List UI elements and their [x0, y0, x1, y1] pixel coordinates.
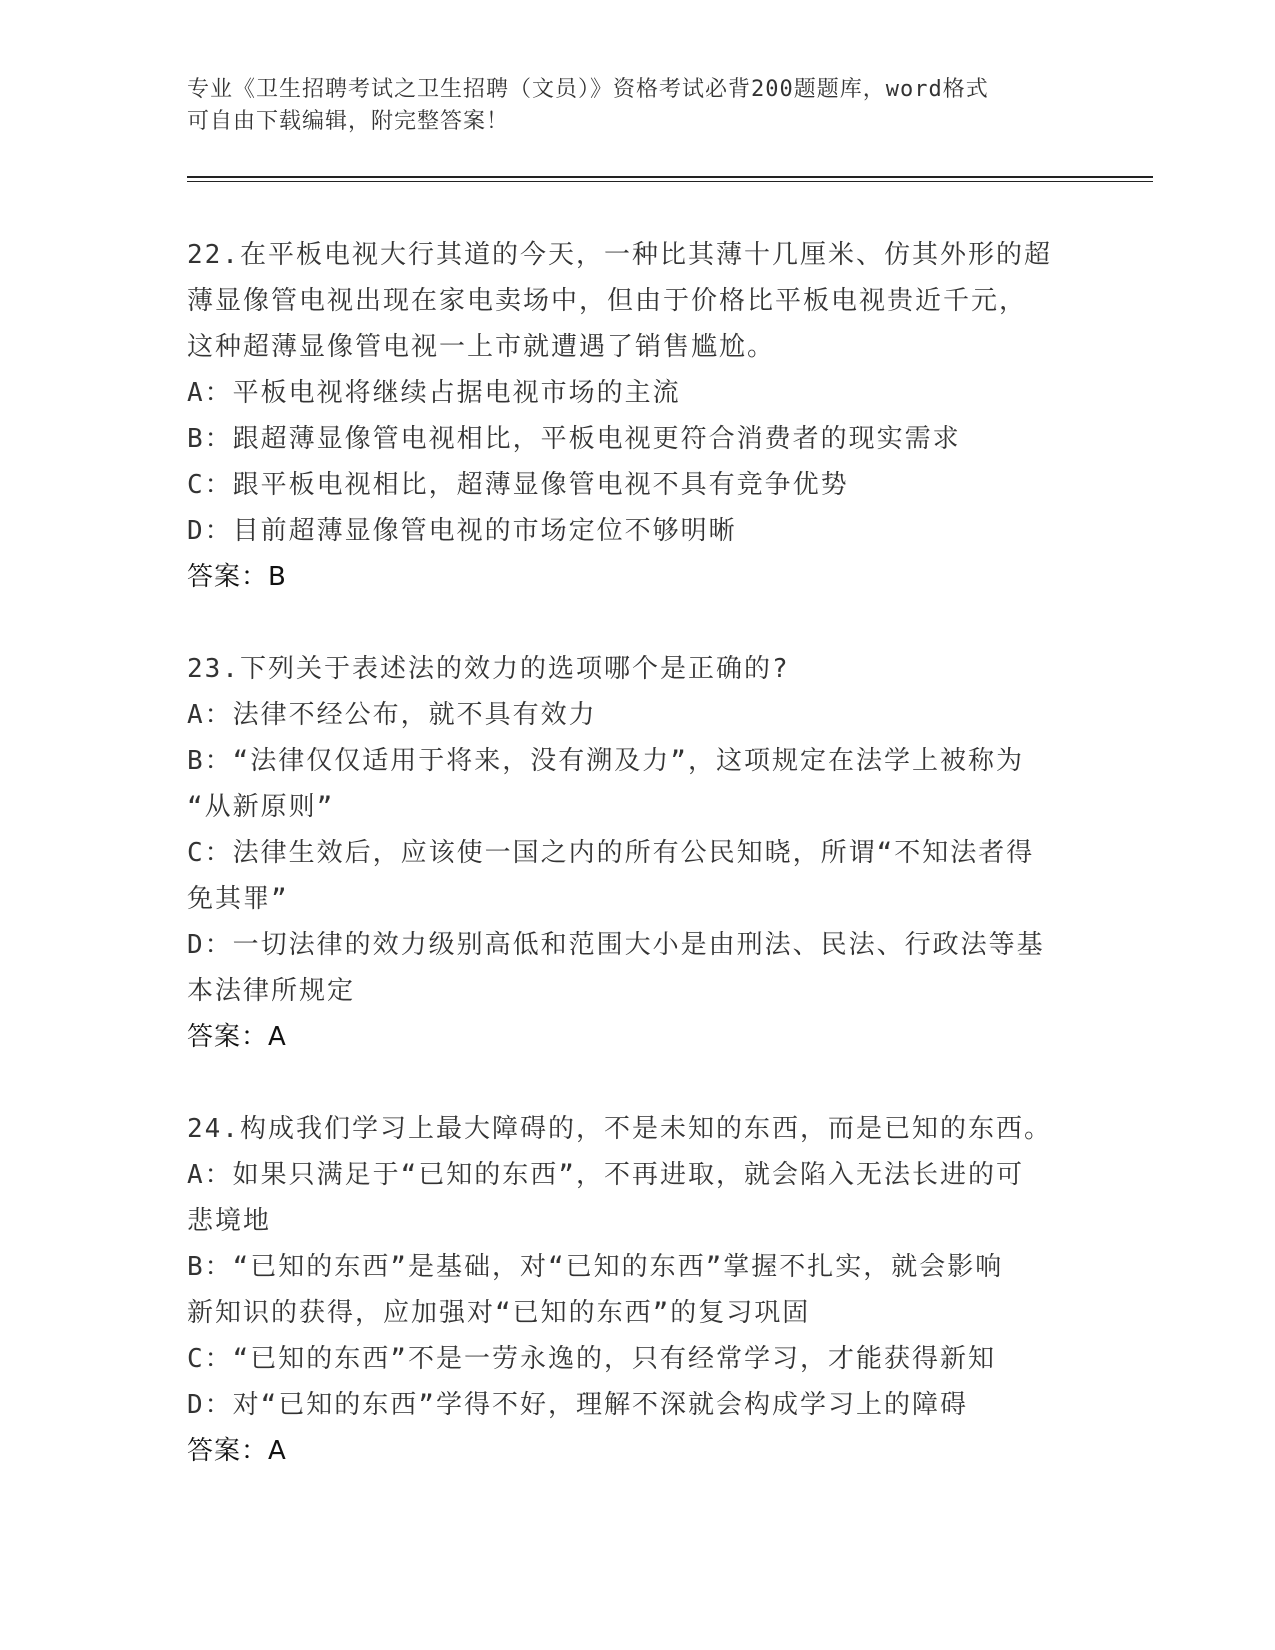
option-a: A：如果只满足于“已知的东西”，不再进取，就会陷入无法长进的可	[187, 1160, 1024, 1190]
answer-line: 答案：A	[187, 1022, 287, 1052]
option-a: A：法律不经公布，就不具有效力	[187, 700, 597, 730]
question-23	[187, 646, 1087, 1060]
question-stem-line: 这种超薄显像管电视一上市就遭遇了销售尴尬。	[187, 332, 776, 362]
question-stem-line: 24.构成我们学习上最大障碍的，不是未知的东西，而是已知的东西。	[187, 1114, 1052, 1144]
answer-line: 答案：A	[187, 1436, 287, 1466]
option-b: B：“法律仅仅适用于将来，没有溯及力”，这项规定在法学上被称为	[187, 746, 1024, 776]
option-b-continued: “从新原则”	[187, 792, 335, 822]
option-a-continued: 悲境地	[187, 1206, 272, 1236]
header-line-1: 专业《卫生招聘考试之卫生招聘（文员）》资格考试必背200题题库，word格式	[187, 77, 989, 102]
answer-line: 答案：B	[187, 562, 287, 592]
option-d: D：对“已知的东西”学得不好，理解不深就会构成学习上的障碍	[187, 1390, 968, 1420]
option-b: B：“已知的东西”是基础，对“已知的东西”掌握不扎实，就会影响	[187, 1252, 1004, 1282]
option-d-continued: 本法律所规定	[187, 976, 356, 1006]
question-list	[187, 232, 1087, 1520]
question-24	[187, 1106, 1087, 1474]
question-stem-line: 薄显像管电视出现在家电卖场中，但由于价格比平板电视贵近千元，	[187, 286, 1028, 316]
option-c: C：法律生效后，应该使一国之内的所有公民知晓，所谓“不知法者得	[187, 838, 1035, 868]
question-stem-line: 23.下列关于表述法的效力的选项哪个是正确的?	[187, 654, 790, 684]
option-a: A：平板电视将继续占据电视市场的主流	[187, 378, 681, 408]
header-divider	[187, 176, 1153, 182]
option-d: D：目前超薄显像管电视的市场定位不够明晰	[187, 516, 737, 546]
header-line-2: 可自由下载编辑，附完整答案！	[187, 109, 510, 134]
option-b-continued: 新知识的获得，应加强对“已知的东西”的复习巩固	[187, 1298, 811, 1328]
option-c: C：“已知的东西”不是一劳永逸的，只有经常学习，才能获得新知	[187, 1344, 996, 1374]
option-d: D：一切法律的效力级别高低和范围大小是由刑法、民法、行政法等基	[187, 930, 1045, 960]
page-header	[187, 74, 1067, 138]
question-stem-line: 22.在平板电视大行其道的今天，一种比其薄十几厘米、仿其外形的超	[187, 240, 1052, 270]
question-22	[187, 232, 1087, 600]
option-c-continued: 免其罪”	[187, 884, 289, 914]
option-c: C：跟平板电视相比，超薄显像管电视不具有竞争优势	[187, 470, 849, 500]
option-b: B：跟超薄显像管电视相比，平板电视更符合消费者的现实需求	[187, 424, 961, 454]
